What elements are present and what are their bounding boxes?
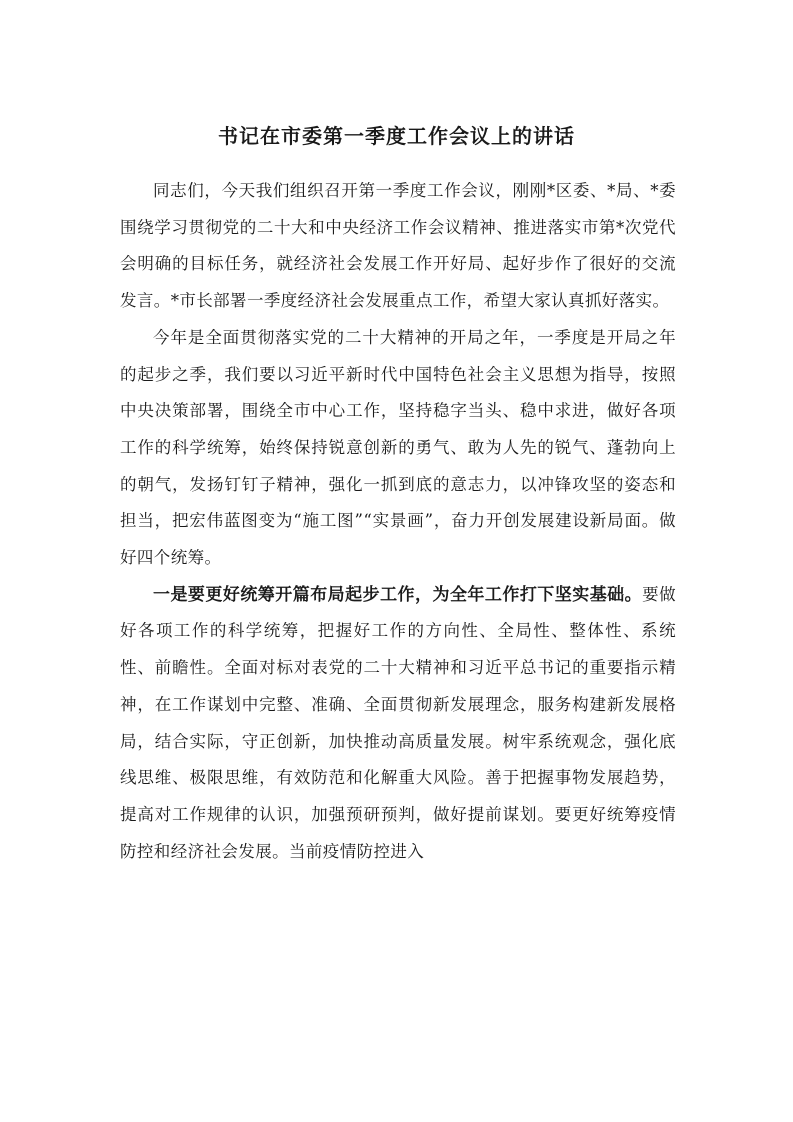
paragraph-point-one-text: 要做好各项工作的科学统筹，把握好工作的方向性、全局性、整体性、系统性、前瞻性。全面对标对表党的二十大精神和习近平总书记的重要指示精神，在工作谋划中完整、准确、全面贯彻新发展理念，服务构建新发展格局，结合实际，守正创新，加快推动高质量发展。树牢系统观念，强化底线思维、极限思维，有效防范和化解重大风险。善于把握事物发展趋势，提高对工作规律的认识，加强预研预判，做好提前谋划。要更好统筹疫情防控和经济社会发展。当前疫情防控进入	[120, 584, 676, 861]
paragraph-context: 今年是全面贯彻落实党的二十大精神的开局之年，一季度是开局之年的起步之季，我们要以习近平新时代中国特色社会主义思想为指导，按照中央决策部署，围绕全市中心工作，坚持稳字当头、稳中求进，做好各项工作的科学统筹，始终保持锐意创新的勇气、敢为人先的锐气、蓬勃向上的朝气，发扬钉钉子精神，强化一抓到底的意志力，以冲锋攻坚的姿态和担当，把宏伟蓝图变为“施工图”“实景画”，奋力开创发展建设新局面。做好四个统筹。	[120, 327, 676, 568]
document-title: 书记在市委第一季度工作会议上的讲话	[218, 124, 575, 148]
paragraph-lead-heading: 一是要更好统筹开篇布局起步工作，为全年工作打下坚实基础。	[153, 584, 643, 605]
paragraph-opening: 同志们，今天我们组织召开第一季度工作会议，刚刚*区委、*局、*委围绕学习贯彻党的二十大和中央经济工作会议精神、推进落实市第*次党代会明确的目标任务，就经济社会发展工作开好局、起好步作了很好的交流发言。*市长部署一季度经济社会发展重点工作，希望大家认真抓好落实。	[120, 181, 676, 311]
paragraph-point-one	[120, 577, 676, 871]
document-body	[120, 173, 676, 870]
